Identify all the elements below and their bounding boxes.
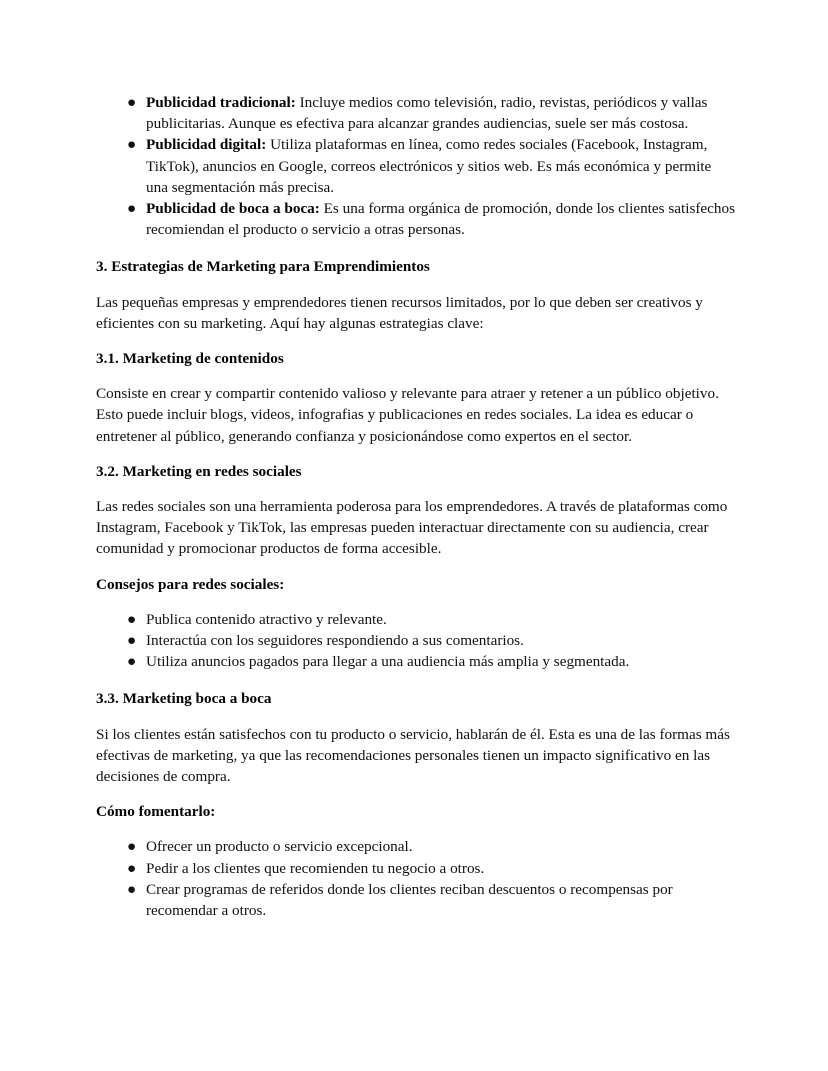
list-item-lead: Publicidad digital: (146, 136, 267, 154)
list-item-text: Es una forma orgánica de promoción, donde los clientes satisfechos recomiendan el producto o servicio a otras personas. (146, 200, 735, 239)
bullet-icon: ● (127, 838, 137, 856)
section-3-2-body-paragraph: Las redes sociales son una herramienta poderosa para los emprendedores. A través de plataformas como Instagram, Facebook y TikTok, las empresas pueden interactuar directamente con su audiencia, crear comunidad y promocionar productos de forma accesible. (96, 498, 728, 558)
section-3-3-body-paragraph: Si los clientes están satisfechos con tu producto o servicio, hablarán de él. Esta es una de las formas más efectivas de marketing, ya que las recomendaciones personales tienen un impacto significativo en las decisiones de compra. (96, 725, 730, 786)
document-content (96, 92, 736, 935)
list-item (96, 630, 736, 651)
list-item-text: Pedir a los clientes que recomienden tu negocio a otros. (146, 859, 485, 877)
list-item-text: Utiliza anuncios pagados para llegar a una audiencia más amplia y segmentada. (146, 653, 630, 671)
bullet-icon: ● (127, 200, 137, 218)
social-tips-heading: Consejos para redes sociales: (96, 575, 285, 593)
list-item (96, 651, 736, 672)
list-item-lead: Publicidad tradicional: (146, 94, 296, 111)
how-to-encourage-list (96, 836, 736, 921)
bullet-icon: ● (127, 136, 137, 154)
list-item-text: Interactúa con los seguidores respondiendo a sus comentarios. (146, 632, 524, 650)
bullet-icon: ● (127, 632, 137, 650)
section-heading-3-2: 3.2. Marketing en redes sociales (96, 462, 302, 480)
list-item (96, 92, 736, 134)
list-item-text: Ofrecer un producto o servicio excepcional. (146, 838, 413, 856)
list-item (96, 836, 736, 857)
section-heading-3-1: 3.1. Marketing de contenidos (96, 350, 284, 368)
list-item-text: Utiliza plataformas en línea, como redes sociales (Facebook, Instagram, TikTok), anuncios en Google, correos electrónicos y sitios web. Es más económica y permite una segmentación más precisa. (146, 136, 712, 196)
bullet-icon: ● (127, 653, 137, 671)
social-tips-list (96, 609, 736, 673)
list-item (96, 879, 736, 921)
bullet-icon: ● (127, 880, 137, 898)
how-to-encourage-heading: Cómo fomentarlo: (96, 803, 216, 821)
advertising-types-list (96, 92, 736, 240)
list-item-text: Crear programas de referidos donde los clientes reciban descuentos o recompensas por recomendar a otros. (146, 880, 673, 920)
list-item-text: Incluye medios como televisión, radio, revistas, periódicos y vallas publicitarias. Aunque es efectiva para alcanzar grandes audiencias, suele ser más costosa. (146, 94, 708, 133)
bullet-icon: ● (127, 859, 137, 877)
bullet-icon: ● (127, 610, 137, 628)
bullet-icon: ● (127, 94, 137, 111)
list-item-text: Publica contenido atractivo y relevante. (146, 610, 387, 628)
list-item (96, 198, 736, 240)
section-heading-3: 3. Estrategias de Marketing para Emprendimientos (96, 258, 430, 276)
list-item (96, 858, 736, 879)
section-heading-3-3: 3.3. Marketing boca a boca (96, 690, 272, 708)
list-item-lead: Publicidad de boca a boca: (146, 200, 320, 218)
section-3-intro-paragraph: Las pequeñas empresas y emprendedores tienen recursos limitados, por lo que deben ser creativos y eficientes con su marketing. Aquí hay algunas estrategias clave: (96, 293, 703, 332)
list-item (96, 134, 736, 198)
section-3-1-body-paragraph: Consiste en crear y compartir contenido valioso y relevante para atraer y retener a un público objetivo. Esto puede incluir blogs, videos, infografias y publicaciones en redes sociales. La idea es educar o entretener al público, generando confianza y posicionándose como expertos en el sector. (96, 385, 719, 445)
list-item (96, 609, 736, 630)
